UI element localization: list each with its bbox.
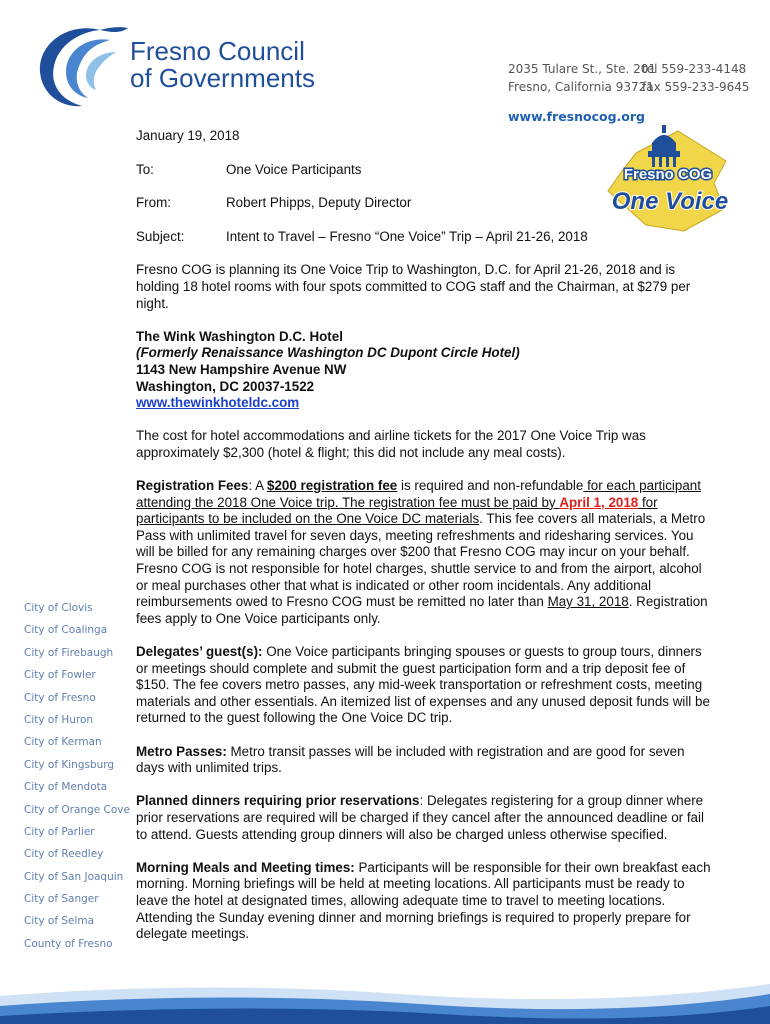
morning-meals-paragraph bbox=[136, 860, 714, 943]
metro-passes-paragraph bbox=[136, 744, 714, 777]
memo-to-row bbox=[136, 162, 714, 179]
sidebar-city-item: City of Fresno bbox=[24, 691, 96, 704]
org-name-line1: Fresno Council bbox=[130, 36, 305, 66]
registration-fee-amount: $200 registration fee bbox=[267, 478, 398, 494]
member-cities-list bbox=[24, 602, 144, 960]
registration-deadline-date: April 1, 2018 bbox=[559, 494, 639, 510]
hotel-name: The Wink Washington D.C. Hotel bbox=[136, 328, 343, 344]
reimbursement-deadline: May 31, 2018 bbox=[547, 594, 629, 610]
registration-text-6: . Registration fees apply to One Voice participants only. bbox=[136, 594, 708, 626]
website-link[interactable]: www.fresnocog.org bbox=[508, 109, 645, 124]
memo-to-label: To: bbox=[136, 161, 154, 177]
letter-body bbox=[136, 128, 714, 959]
sidebar-city-item: City of Kerman bbox=[24, 736, 102, 749]
registration-paragraph bbox=[136, 478, 714, 627]
dinners-heading: Planned dinners requiring prior reservations bbox=[136, 793, 420, 809]
memo-subject-label: Subject: bbox=[136, 228, 185, 244]
sidebar-city-item: City of Kingsburg bbox=[24, 758, 115, 771]
registration-text-5: . This fee covers all materials, a Metro Pass with unlimited travel for seven days, meeting refreshments and ridesharing services. You will be billed for any remaining charges over $200 that Fresno COG may incur on your behalf. Fresno COG is not responsible for hotel charges, shuttle service to and from the airport, alcohol or meal purchases other that what is indicated or other room incidentals. Any additional reimbursements owed to Fresno COG must be remitted no later than bbox=[136, 511, 706, 610]
sidebar-city-item: City of Firebaugh bbox=[24, 646, 114, 659]
registration-text-4: for participants to be included on the One Voice DC materials bbox=[136, 494, 658, 527]
sidebar-city-item: City of Reedley bbox=[24, 848, 104, 861]
hotel-website-link[interactable]: www.thewinkhoteldc.com bbox=[136, 395, 300, 411]
hotel-city: Washington, DC 20037-1522 bbox=[136, 378, 315, 394]
sidebar-city-item: City of Huron bbox=[24, 713, 94, 726]
hotel-former-name: (Formerly Renaissance Washington DC Dupont Circle Hotel) bbox=[136, 345, 520, 361]
delegates-guests-paragraph bbox=[136, 644, 714, 727]
sidebar-city-item: City of Mendota bbox=[24, 781, 108, 794]
sidebar-city-item: City of San Joaquin bbox=[24, 870, 124, 883]
sidebar-city-item: City of Parlier bbox=[24, 825, 95, 838]
sidebar-city-item: City of Clovis bbox=[24, 602, 93, 614]
dinners-paragraph bbox=[136, 793, 714, 843]
dinners-text: : Delegates registering for a group dinner where prior reservations are required will be charged if they cancel after the announced deadline or fail to attend. Guests attending group dinners will also be charged unless otherwise specified. bbox=[136, 793, 704, 842]
morning-text: Participants will be responsible for their own breakfast each morning. Morning briefings will be held at meeting locations. All participants must be ready to leave the hotel at designated times, allowing adequate time to travel to meeting locations. Attending the Sunday evening dinner and morning briefings is required to properly prepare for delegate meetings. bbox=[136, 859, 711, 942]
delegates-heading: Delegates’ guest(s): bbox=[136, 644, 263, 660]
sidebar-city-item: City of Orange Cove bbox=[24, 803, 130, 816]
registration-text-2: is required and non-refundable bbox=[397, 478, 584, 494]
hotel-address-block bbox=[136, 329, 714, 412]
memo-from-value: Robert Phipps, Deputy Director bbox=[226, 195, 412, 211]
intro-paragraph: Fresno COG is planning its One Voice Trip to Washington, D.C. for April 21-26, 2018 and is holding 18 hotel rooms with four spots committed to COG staff and the Chairman, at $279 per night. bbox=[136, 262, 691, 311]
sidebar-city-item: City of Selma bbox=[24, 915, 95, 928]
delegates-text: One Voice participants bringing spouses or guests to group tours, dinners or meetings should complete and submit the guest participation form and a trip deposit fee of $150. The fee covers metro passes, any mid-week transportation or refreshment costs, meeting materials and other essentials. An itemized list of expenses and any unused deposit funds will be returned to the guest following the One Voice DC trip. bbox=[136, 644, 710, 726]
address-line2: Fresno, California 93721 bbox=[508, 80, 654, 94]
org-name-line2: of Governments bbox=[130, 63, 315, 93]
registration-heading: Registration Fees bbox=[136, 478, 249, 494]
badge-top-text: Fresno COG bbox=[623, 166, 713, 183]
metro-text: Metro transit passes will be included with registration and are good for seven days with unlimited trips. bbox=[136, 743, 685, 776]
morning-heading: Morning Meals and Meeting times: bbox=[136, 859, 355, 875]
fresno-cog-logo-icon bbox=[30, 20, 130, 115]
fax-number: fax 559-233-9645 bbox=[642, 80, 750, 94]
sidebar-city-item: County of Fresno bbox=[24, 937, 113, 950]
memo-subject-row bbox=[136, 229, 714, 246]
tel-number: tel 559-233-4148 bbox=[642, 62, 747, 76]
sidebar-city-item: City of Fowler bbox=[24, 669, 96, 682]
memo-from-row bbox=[136, 195, 714, 212]
badge-bottom-text: One Voice bbox=[611, 188, 729, 215]
memo-to-value: One Voice Participants bbox=[226, 161, 362, 177]
hotel-street: 1143 New Hampshire Avenue NW bbox=[136, 361, 347, 377]
cost-paragraph: The cost for hotel accommodations and airline tickets for the 2017 One Voice Trip was approximately $2,300 (hotel & flight; this did not include any meal costs). bbox=[136, 428, 646, 460]
memo-from-label: From: bbox=[136, 195, 171, 211]
org-name bbox=[130, 38, 315, 92]
metro-heading: Metro Passes: bbox=[136, 743, 227, 759]
registration-text-3: for each participant attending the 2018 One Voice trip. The registration fee must be paid by bbox=[136, 478, 701, 510]
sidebar-city-item: City of Sanger bbox=[24, 893, 99, 906]
contact-block bbox=[508, 60, 750, 96]
sidebar-city-item: City of Coalinga bbox=[24, 624, 108, 637]
footer-wave-band bbox=[0, 966, 770, 1024]
letter-date: January 19, 2018 bbox=[136, 128, 240, 143]
registration-text-1: : A bbox=[248, 478, 267, 494]
address-line1: 2035 Tulare St., Ste. 201 bbox=[508, 62, 657, 76]
memo-subject-value: Intent to Travel – Fresno “One Voice” Trip – April 21-26, 2018 bbox=[226, 228, 588, 244]
